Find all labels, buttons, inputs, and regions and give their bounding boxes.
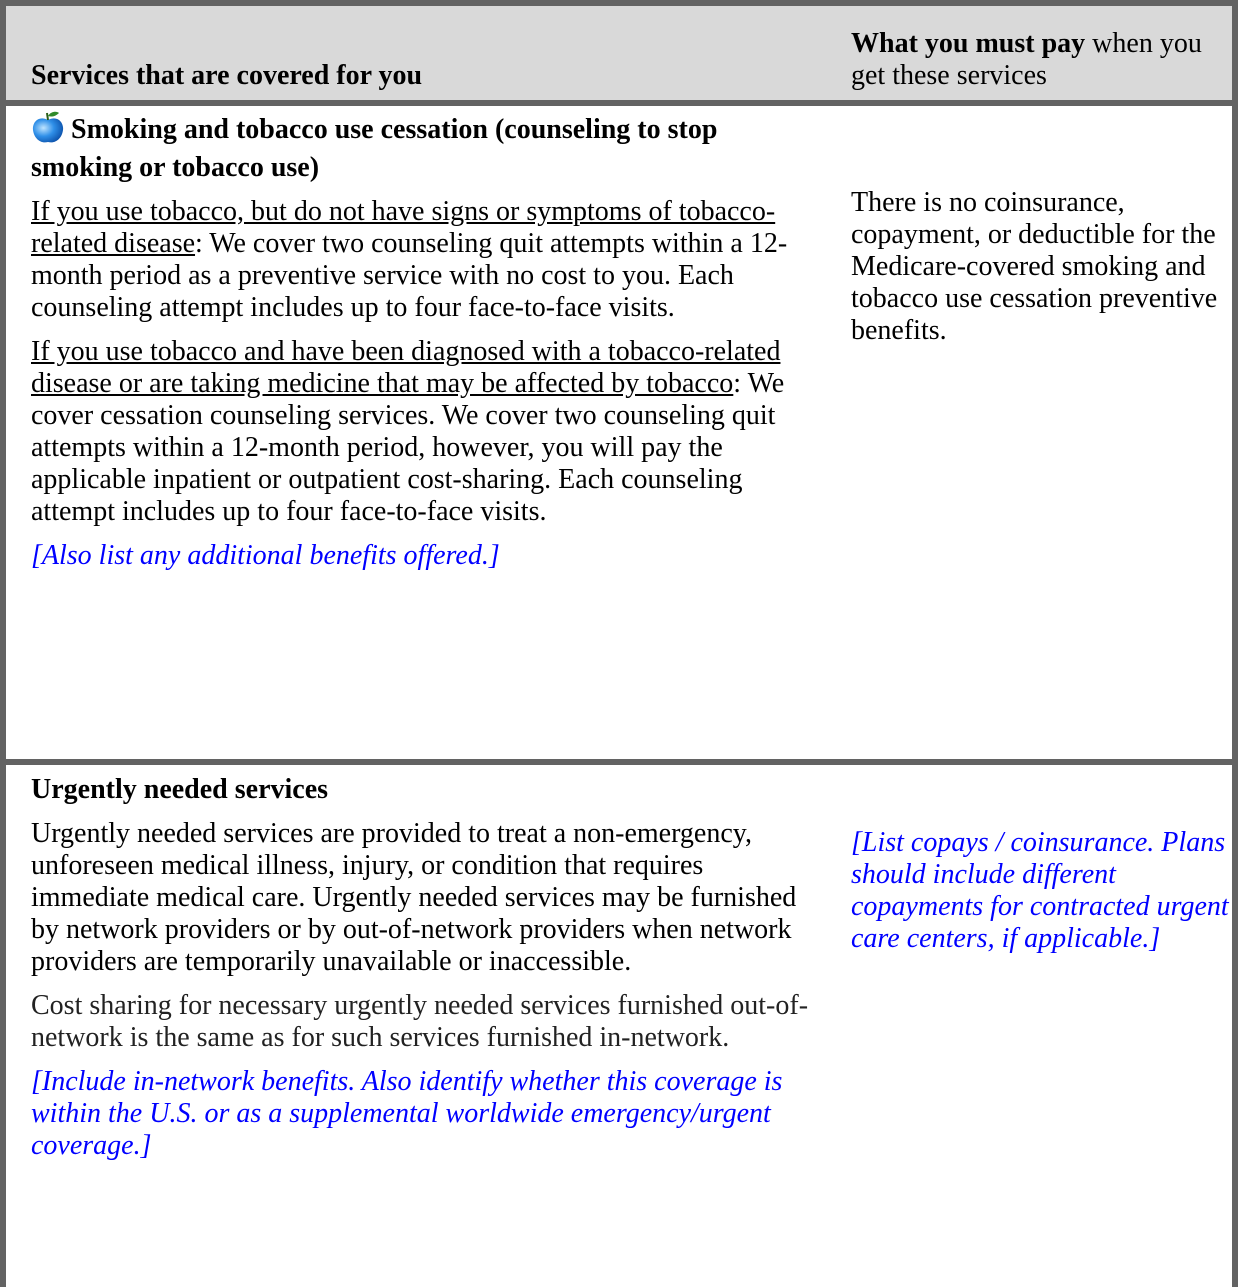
header-what-you-pay-bold: What you must pay (851, 28, 1086, 59)
service-paragraph: Cost sharing for necessary urgently needed services furnished out-of-network is the same as for such services furnished in-network. (31, 990, 809, 1053)
service-title: Urgently needed services (31, 774, 329, 805)
header-services-covered: Services that are covered for you (0, 0, 833, 103)
service-title-text: Smoking and tobacco use cessation (counseling to stop smoking or tobacco use) (31, 114, 718, 183)
plan-instruction-note: [Also list any additional benefits offered.] (31, 540, 500, 571)
condition-text: : We cover cessation counseling services. We cover two counseling quit attempts within a 12-month period, however, you will pay the applicable inpatient or outpatient cost-sharing. Each counseling attempt includes up to four face-to-face visits. (31, 368, 785, 527)
service-paragraph: Urgently needed services are provided to treat a non-emergency, unforeseen medical illness, injury, or condition that requires immediate medical care. Urgently needed services may be furnished by network providers or by out-of-network providers when network providers are temporarily unavailable or inaccessible. (31, 818, 797, 977)
header-what-you-pay-rest: when you get these services (851, 28, 1202, 91)
condition-underlined: If you use tobacco and have been diagnosed with a tobacco-related disease or are taking medicine that may be affected by tobacco (31, 336, 781, 399)
condition-underlined: If you use tobacco, but do not have signs or symptoms of tobacco-related disease (31, 196, 776, 259)
cost-text: There is no coinsurance, copayment, or deductible for the Medicare-covered smoking and tobacco use cessation preventive benefits. (851, 187, 1218, 346)
cost-instruction-note: [List copays / coinsurance. Plans should include different copayments for contracted urgent care centers, if applicable.] (851, 827, 1229, 954)
plan-instruction-note: [Include in-network benefits. Also identify whether this coverage is within the U.S. or as a supplemental worldwide emergency/urgent coverage.] (31, 1066, 783, 1161)
condition-text: : We cover two counseling quit attempts within a 12-month period as a preventive service with no cost to you. Each counseling attempt includes up to four face-to-face visits. (31, 228, 788, 323)
